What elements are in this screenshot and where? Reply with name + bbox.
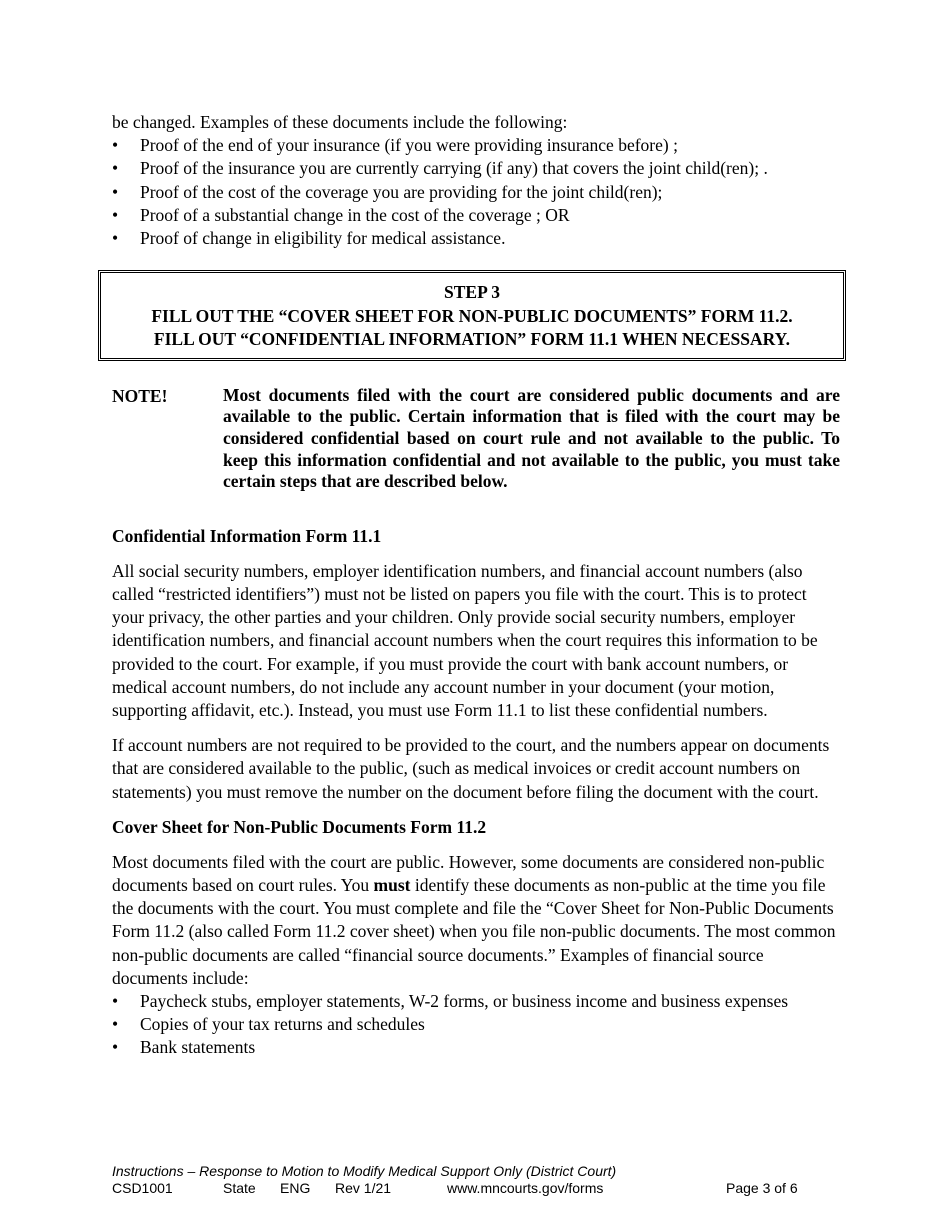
emphasis-must: must: [373, 874, 411, 895]
list-item: • Paycheck stubs, employer statements, W-2 forms, or business income and business expenses: [112, 990, 840, 1013]
list-item: • Bank statements: [112, 1036, 840, 1059]
note-text: Most documents filed with the court are considered public documents and are available to the public. Certain information that is filed with the court may be considered confidential based on court rule and not available to the public. To keep this information confidential and not available to the public, you must take certain steps that are described below.: [223, 384, 840, 492]
form-revision: Rev 1/21: [335, 1180, 392, 1196]
form-language: ENG: [280, 1180, 311, 1196]
step-line-1: FILL OUT THE “COVER SHEET FOR NON-PUBLIC DOCUMENTS” FORM 11.2.: [151, 305, 793, 326]
cover-sheet-paragraph: [112, 851, 840, 990]
list-item: • Copies of your tax returns and schedules: [112, 1013, 840, 1036]
step-box: [98, 270, 846, 361]
section-heading-confidential: Confidential Information Form 11.1: [112, 525, 382, 546]
footer-title: Instructions – Response to Motion to Modify Medical Support Only (District Court): [112, 1163, 617, 1179]
document-page: [112, 111, 840, 1060]
intro-text: be changed. Examples of these documents include the following:: [112, 112, 568, 132]
section-heading-cover-sheet: Cover Sheet for Non-Public Documents Form 11.2: [112, 816, 487, 837]
list-item: • Proof of change in eligibility for medical assistance.: [112, 227, 840, 250]
note-label: NOTE!: [112, 385, 168, 406]
page-footer: [112, 1163, 840, 1197]
list-item: • Proof of the insurance you are currently carrying (if any) that covers the joint child(ren); .: [112, 157, 840, 180]
forms-url: www.mncourts.gov/forms: [447, 1180, 604, 1196]
financial-documents-list: [112, 990, 840, 1060]
list-item: • Proof of the cost of the coverage you are providing for the joint child(ren);: [112, 181, 840, 204]
proof-list: [112, 134, 840, 250]
confidential-paragraph-1: All social security numbers, employer identification numbers, and financial account numbers (also called “restricted identifiers”) must not be listed on papers you file with the court. This is to protect your privacy, the other parties and your children. Only provide social security numbers, employer identification numbers, and financial account numbers when the court requires this information to be provided to the court. For example, if you must provide the court with bank account numbers, or medical account numbers, do not include any account number in your document (your motion, supporting affidavit, etc.). Instead, you must use Form 11.1 to list these confidential numbers.: [112, 560, 818, 720]
step-title: STEP 3: [444, 282, 500, 303]
footer-row: [112, 1180, 840, 1197]
form-code: CSD1001: [112, 1180, 173, 1196]
paragraph-text: Most documents filed with the court are public. However, some documents are considered non-public documents based on court rules. You: [112, 851, 825, 895]
step-line-2: FILL OUT “CONFIDENTIAL INFORMATION” FORM 11.1 WHEN NECESSARY.: [153, 329, 791, 350]
paragraph-text: identify these documents as non-public at the time you file the documents with the court. You must complete and file the “Cover Sheet for Non-Public Documents Form 11.2 (also called Form 11.2 cover sheet) when you file non-public documents. The most common non-public documents are called “financial source documents.” Examples of financial source documents include:: [112, 874, 836, 988]
form-state: State: [223, 1180, 256, 1196]
note-block: [112, 385, 840, 493]
confidential-paragraph-2: If account numbers are not required to be provided to the court, and the numbers appear on documents that are considered available to the public, (such as medical invoices or credit account numbers on statements) you must remove the number on the document before filing the document with the court.: [112, 735, 830, 802]
list-item: • Proof of a substantial change in the cost of the coverage ; OR: [112, 204, 840, 227]
page-number: Page 3 of 6: [726, 1180, 798, 1196]
list-item: • Proof of the end of your insurance (if you were providing insurance before) ;: [112, 134, 840, 157]
